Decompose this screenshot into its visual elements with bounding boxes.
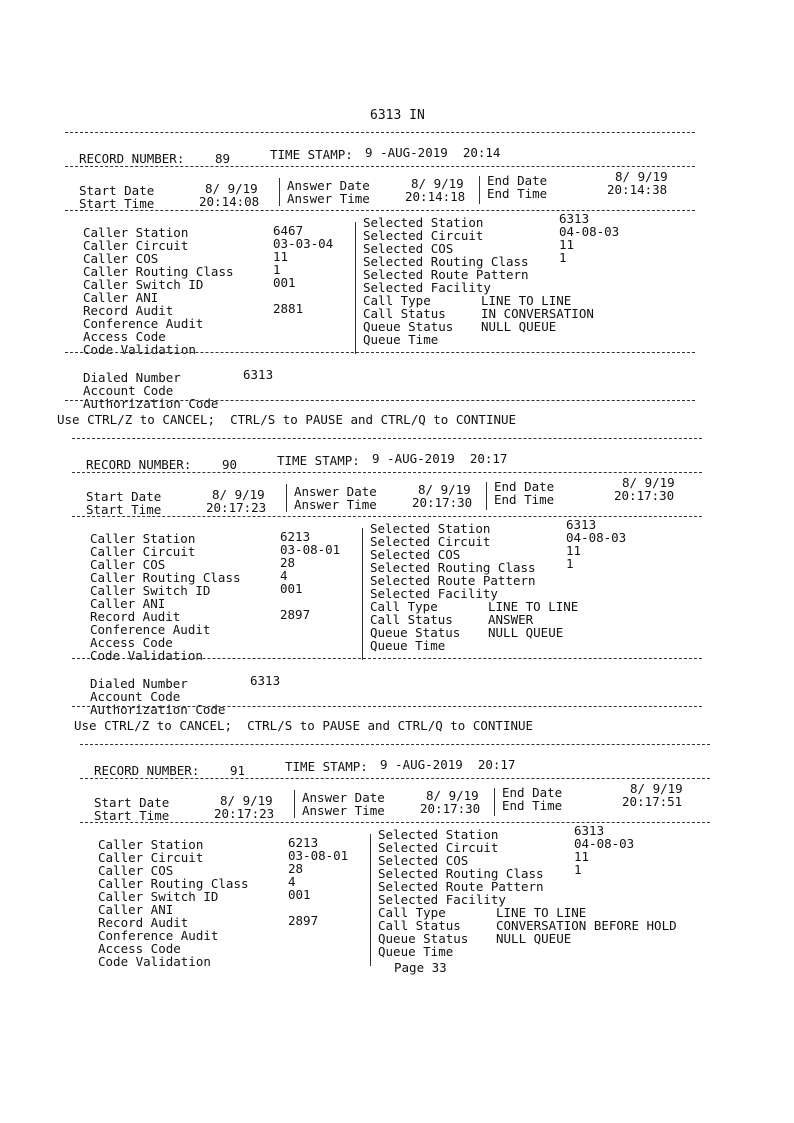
time-stamp-value: 9 -AUG-2019 20:17	[372, 451, 508, 466]
queue-status-label: Queue Status	[363, 319, 454, 334]
call-status-value: ANSWER	[488, 612, 534, 627]
call-status-value: IN CONVERSATION	[481, 306, 594, 321]
vertical-rule	[279, 178, 280, 206]
start-date-value: 8/ 9/19	[205, 181, 258, 196]
record-audit-label: Record Audit	[90, 609, 181, 624]
selected-cos-label: Selected COS	[363, 241, 454, 256]
authorization-code-label: Authorization Code	[83, 396, 219, 411]
start-date-label: Start Date	[94, 795, 170, 810]
record-audit-label: Record Audit	[98, 915, 189, 930]
access-code-label: Access Code	[98, 941, 181, 956]
caller-cos-value: 28	[288, 861, 304, 876]
dashed-divider	[65, 210, 695, 211]
access-code-label: Access Code	[90, 635, 173, 650]
end-date-value: 8/ 9/19	[630, 781, 683, 796]
caller-station-label: Caller Station	[98, 837, 204, 852]
time-stamp-label: TIME STAMP:	[270, 147, 353, 162]
dashed-divider	[72, 706, 702, 707]
account-code-label: Account Code	[90, 689, 181, 704]
access-code-label: Access Code	[83, 329, 166, 344]
queue-time-label: Queue Time	[363, 332, 439, 347]
dashed-divider	[80, 744, 710, 745]
vertical-rule	[362, 528, 363, 660]
answer-date-value: 8/ 9/19	[426, 788, 479, 803]
authorization-code-label: Authorization Code	[90, 702, 226, 717]
caller-switch-id-label: Caller Switch ID	[83, 277, 204, 292]
answer-date-label: Answer Date	[302, 790, 385, 805]
end-date-value: 8/ 9/19	[615, 169, 668, 184]
start-date-label: Start Date	[79, 183, 155, 198]
record-number-value: 90	[222, 457, 238, 472]
selected-routing-class-label: Selected Routing Class	[378, 866, 544, 881]
record-number-label: RECORD NUMBER:	[94, 763, 200, 778]
dashed-divider	[65, 400, 695, 401]
end-date-label: End Date	[502, 785, 563, 800]
code-validation-label: Code Validation	[98, 954, 211, 969]
selected-cos-value: 11	[566, 543, 582, 558]
selected-facility-label: Selected Facility	[363, 280, 491, 295]
caller-station-label: Caller Station	[83, 225, 189, 240]
caller-circuit-value: 03-08-01	[280, 542, 341, 557]
end-time-value: 20:14:38	[607, 182, 668, 197]
start-date-value: 8/ 9/19	[220, 793, 273, 808]
dashed-divider	[65, 352, 695, 353]
time-stamp-value: 9 -AUG-2019 20:17	[380, 757, 516, 772]
selected-circuit-label: Selected Circuit	[370, 534, 491, 549]
caller-station-value: 6467	[273, 223, 304, 238]
caller-routing-class-value: 4	[280, 568, 288, 583]
start-time-label: Start Time	[79, 196, 155, 211]
caller-routing-class-value: 4	[288, 874, 296, 889]
selected-facility-label: Selected Facility	[370, 586, 498, 601]
selected-circuit-label: Selected Circuit	[378, 840, 499, 855]
queue-status-label: Queue Status	[370, 625, 461, 640]
dashed-divider	[65, 132, 695, 133]
selected-circuit-value: 04-08-03	[566, 530, 627, 545]
caller-switch-id-value: 001	[288, 887, 311, 902]
start-date-value: 8/ 9/19	[212, 487, 265, 502]
end-date-value: 8/ 9/19	[622, 475, 675, 490]
end-time-label: End Time	[487, 186, 548, 201]
answer-time-label: Answer Time	[302, 803, 385, 818]
time-stamp-label: TIME STAMP:	[285, 759, 368, 774]
selected-routing-class-label: Selected Routing Class	[370, 560, 536, 575]
selected-station-value: 6313	[566, 517, 597, 532]
end-time-value: 20:17:51	[622, 794, 683, 809]
call-status-label: Call Status	[378, 918, 461, 933]
start-time-value: 20:17:23	[206, 500, 267, 515]
caller-switch-id-value: 001	[280, 581, 303, 596]
end-date-label: End Date	[487, 173, 548, 188]
vertical-rule	[355, 222, 356, 354]
selected-cos-value: 11	[574, 849, 590, 864]
end-time-label: End Time	[494, 492, 555, 507]
selected-station-value: 6313	[574, 823, 605, 838]
caller-circuit-value: 03-03-04	[273, 236, 334, 251]
selected-station-value: 6313	[559, 211, 590, 226]
caller-routing-class-label: Caller Routing Class	[90, 570, 241, 585]
time-stamp-value: 9 -AUG-2019 20:14	[365, 145, 501, 160]
dashed-divider	[72, 658, 702, 659]
record-number-value: 91	[230, 763, 246, 778]
caller-cos-value: 11	[273, 249, 289, 264]
start-time-value: 20:17:23	[214, 806, 275, 821]
continue-prompt: Use CTRL/Z to CANCEL; CTRL/S to PAUSE and CTRL/Q to CONTINUE	[57, 412, 517, 427]
caller-circuit-label: Caller Circuit	[83, 238, 189, 253]
answer-date-label: Answer Date	[287, 178, 370, 193]
selected-facility-label: Selected Facility	[378, 892, 506, 907]
dashed-divider	[80, 778, 710, 779]
answer-time-label: Answer Time	[287, 191, 370, 206]
caller-circuit-value: 03-08-01	[288, 848, 349, 863]
queue-time-label: Queue Time	[370, 638, 446, 653]
call-record-block	[72, 436, 702, 716]
caller-cos-value: 28	[280, 555, 296, 570]
vertical-rule	[479, 176, 480, 204]
end-date-label: End Date	[494, 479, 555, 494]
start-time-value: 20:14:08	[199, 194, 260, 209]
caller-routing-class-label: Caller Routing Class	[83, 264, 234, 279]
selected-routing-class-value: 1	[559, 250, 567, 265]
caller-circuit-label: Caller Circuit	[90, 544, 196, 559]
record-number-value: 89	[215, 151, 231, 166]
call-type-label: Call Type	[378, 905, 446, 920]
vertical-rule	[370, 834, 371, 966]
selected-routing-class-value: 1	[566, 556, 574, 571]
caller-station-label: Caller Station	[90, 531, 196, 546]
selected-routing-class-label: Selected Routing Class	[363, 254, 529, 269]
start-time-label: Start Time	[94, 808, 170, 823]
record-audit-value: 2897	[288, 913, 319, 928]
selected-route-pattern-label: Selected Route Pattern	[370, 573, 536, 588]
record-audit-value: 2881	[273, 301, 304, 316]
code-validation-label: Code Validation	[90, 648, 203, 663]
selected-station-label: Selected Station	[363, 215, 484, 230]
vertical-rule	[286, 484, 287, 512]
dashed-divider	[65, 166, 695, 167]
dashed-divider	[72, 472, 702, 473]
page-header-title: 6313 IN	[370, 108, 425, 123]
record-audit-label: Record Audit	[83, 303, 174, 318]
caller-ani-label: Caller ANI	[83, 290, 159, 305]
dialed-number-label: Dialed Number	[90, 676, 188, 691]
dialed-number-value: 6313	[243, 367, 274, 382]
end-time-value: 20:17:30	[614, 488, 675, 503]
selected-cos-label: Selected COS	[378, 853, 469, 868]
caller-station-value: 6213	[288, 835, 319, 850]
caller-station-value: 6213	[280, 529, 311, 544]
selected-circuit-label: Selected Circuit	[363, 228, 484, 243]
dashed-divider	[72, 516, 702, 517]
selected-route-pattern-label: Selected Route Pattern	[378, 879, 544, 894]
queue-status-value: NULL QUEUE	[481, 319, 557, 334]
caller-routing-class-value: 1	[273, 262, 281, 277]
answer-time-label: Answer Time	[294, 497, 377, 512]
continue-prompt: Use CTRL/Z to CANCEL; CTRL/S to PAUSE and CTRL/Q to CONTINUE	[74, 718, 534, 733]
dashed-divider	[80, 822, 710, 823]
queue-status-label: Queue Status	[378, 931, 469, 946]
answer-time-value: 20:17:30	[412, 495, 473, 510]
caller-cos-label: Caller COS	[83, 251, 159, 266]
dashed-divider	[72, 438, 702, 439]
caller-switch-id-label: Caller Switch ID	[98, 889, 219, 904]
start-time-label: Start Time	[86, 502, 162, 517]
selected-circuit-value: 04-08-03	[559, 224, 620, 239]
call-record-block	[65, 130, 695, 410]
selected-station-label: Selected Station	[378, 827, 499, 842]
selected-cos-value: 11	[559, 237, 575, 252]
call-type-value: LINE TO LINE	[481, 293, 572, 308]
call-type-value: LINE TO LINE	[488, 599, 579, 614]
answer-time-value: 20:17:30	[420, 801, 481, 816]
call-type-label: Call Type	[370, 599, 438, 614]
caller-circuit-label: Caller Circuit	[98, 850, 204, 865]
answer-date-label: Answer Date	[294, 484, 377, 499]
selected-route-pattern-label: Selected Route Pattern	[363, 267, 529, 282]
code-validation-label: Code Validation	[83, 342, 196, 357]
answer-date-value: 8/ 9/19	[418, 482, 471, 497]
selected-circuit-value: 04-08-03	[574, 836, 635, 851]
call-status-value: CONVERSATION BEFORE HOLD	[496, 918, 677, 933]
account-code-label: Account Code	[83, 383, 174, 398]
selected-routing-class-value: 1	[574, 862, 582, 877]
conference-audit-label: Conference Audit	[90, 622, 211, 637]
conference-audit-label: Conference Audit	[98, 928, 219, 943]
vertical-rule	[494, 788, 495, 816]
call-type-label: Call Type	[363, 293, 431, 308]
caller-routing-class-label: Caller Routing Class	[98, 876, 249, 891]
conference-audit-label: Conference Audit	[83, 316, 204, 331]
call-type-value: LINE TO LINE	[496, 905, 587, 920]
page-number: Page 33	[394, 960, 447, 975]
vertical-rule	[294, 790, 295, 818]
caller-cos-label: Caller COS	[98, 863, 174, 878]
queue-status-value: NULL QUEUE	[496, 931, 572, 946]
queue-status-value: NULL QUEUE	[488, 625, 564, 640]
selected-cos-label: Selected COS	[370, 547, 461, 562]
start-date-label: Start Date	[86, 489, 162, 504]
dialed-number-label: Dialed Number	[83, 370, 181, 385]
queue-time-label: Queue Time	[378, 944, 454, 959]
end-time-label: End Time	[502, 798, 563, 813]
call-status-label: Call Status	[363, 306, 446, 321]
record-number-label: RECORD NUMBER:	[79, 151, 185, 166]
caller-switch-id-value: 001	[273, 275, 296, 290]
vertical-rule	[486, 482, 487, 510]
record-audit-value: 2897	[280, 607, 311, 622]
caller-ani-label: Caller ANI	[98, 902, 174, 917]
answer-date-value: 8/ 9/19	[411, 176, 464, 191]
caller-cos-label: Caller COS	[90, 557, 166, 572]
caller-switch-id-label: Caller Switch ID	[90, 583, 211, 598]
answer-time-value: 20:14:18	[405, 189, 466, 204]
caller-ani-label: Caller ANI	[90, 596, 166, 611]
time-stamp-label: TIME STAMP:	[277, 453, 360, 468]
call-status-label: Call Status	[370, 612, 453, 627]
record-number-label: RECORD NUMBER:	[86, 457, 192, 472]
selected-station-label: Selected Station	[370, 521, 491, 536]
dialed-number-value: 6313	[250, 673, 281, 688]
